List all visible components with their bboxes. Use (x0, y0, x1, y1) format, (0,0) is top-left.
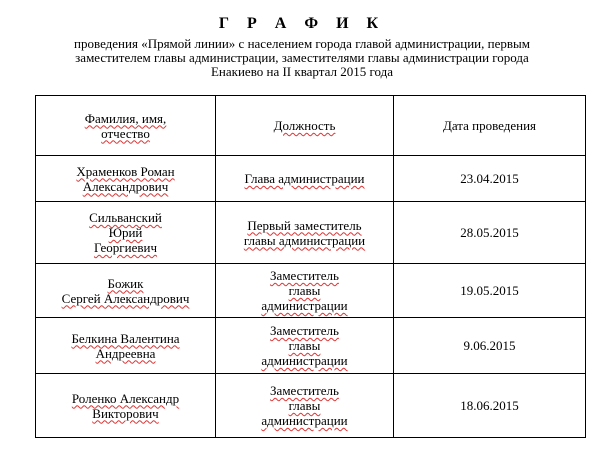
header-position: Должность (273, 118, 336, 133)
subtitle-line: Енакиево на II квартал 2015 года (210, 64, 393, 79)
position-line: Заместитель (270, 383, 339, 398)
position-line: администрации (261, 413, 348, 428)
header-date: Дата проведения (442, 118, 537, 133)
header-position-cell (216, 96, 394, 156)
header-name-cell (36, 96, 216, 156)
position-cell (216, 374, 394, 438)
table-row (36, 156, 586, 202)
subtitle-line: проведения «Прямой линии» с населением города главой администрации, первым (74, 36, 530, 51)
position-line: Глава администрации (244, 171, 365, 186)
name-line: Юрий (108, 225, 143, 240)
date-cell: 19.05.2015 (394, 264, 586, 318)
header-date-cell (394, 96, 586, 156)
name-cell (36, 264, 216, 318)
subtitle-line: заместителем главы администрации, заместителями главы администрации города (75, 50, 529, 65)
date-cell: 9.06.2015 (394, 318, 586, 374)
position-cell (216, 202, 394, 264)
position-cell (216, 156, 394, 202)
table-row (36, 374, 586, 438)
position-line: Первый заместитель (247, 217, 362, 233)
name-line: Александрович (82, 178, 169, 194)
name-cell (36, 156, 216, 202)
date-cell: 28.05.2015 (394, 202, 586, 264)
name-cell (36, 202, 216, 264)
name-line: Роленко Александр (71, 390, 180, 406)
header-name-line: Фамилия, имя, (84, 110, 167, 126)
position-line: главы администрации (243, 232, 366, 248)
position-line: Заместитель (270, 323, 339, 338)
name-line: Георгиевич (94, 240, 157, 255)
name-line: Сильванский (89, 210, 162, 225)
position-line: администрации (261, 353, 348, 368)
date-cell: 23.04.2015 (394, 156, 586, 202)
position-line: администрации (261, 298, 348, 313)
name-line: Божик (107, 275, 144, 291)
table-header-row (36, 96, 586, 156)
table-row (36, 202, 586, 264)
table-row (36, 318, 586, 374)
position-line: главы (288, 398, 321, 413)
table-row (36, 264, 586, 318)
schedule-table (35, 95, 586, 438)
position-line: главы (288, 283, 321, 298)
name-line: Андреевна (95, 345, 156, 361)
name-line: Сергей Александрович (61, 290, 190, 306)
position-cell (216, 318, 394, 374)
name-cell (36, 318, 216, 374)
position-line: Заместитель (270, 268, 339, 283)
date-cell: 18.06.2015 (394, 374, 586, 438)
document-subtitle (0, 37, 604, 79)
name-cell (36, 374, 216, 438)
name-line: Викторович (92, 405, 159, 421)
position-cell (216, 264, 394, 318)
document-title: Г Р А Ф И К (218, 15, 386, 32)
name-line: Храменков Роман (76, 163, 175, 179)
position-line: главы (288, 338, 321, 353)
header-name-line: отчество (101, 125, 150, 141)
name-line: Белкина Валентина (71, 330, 180, 346)
